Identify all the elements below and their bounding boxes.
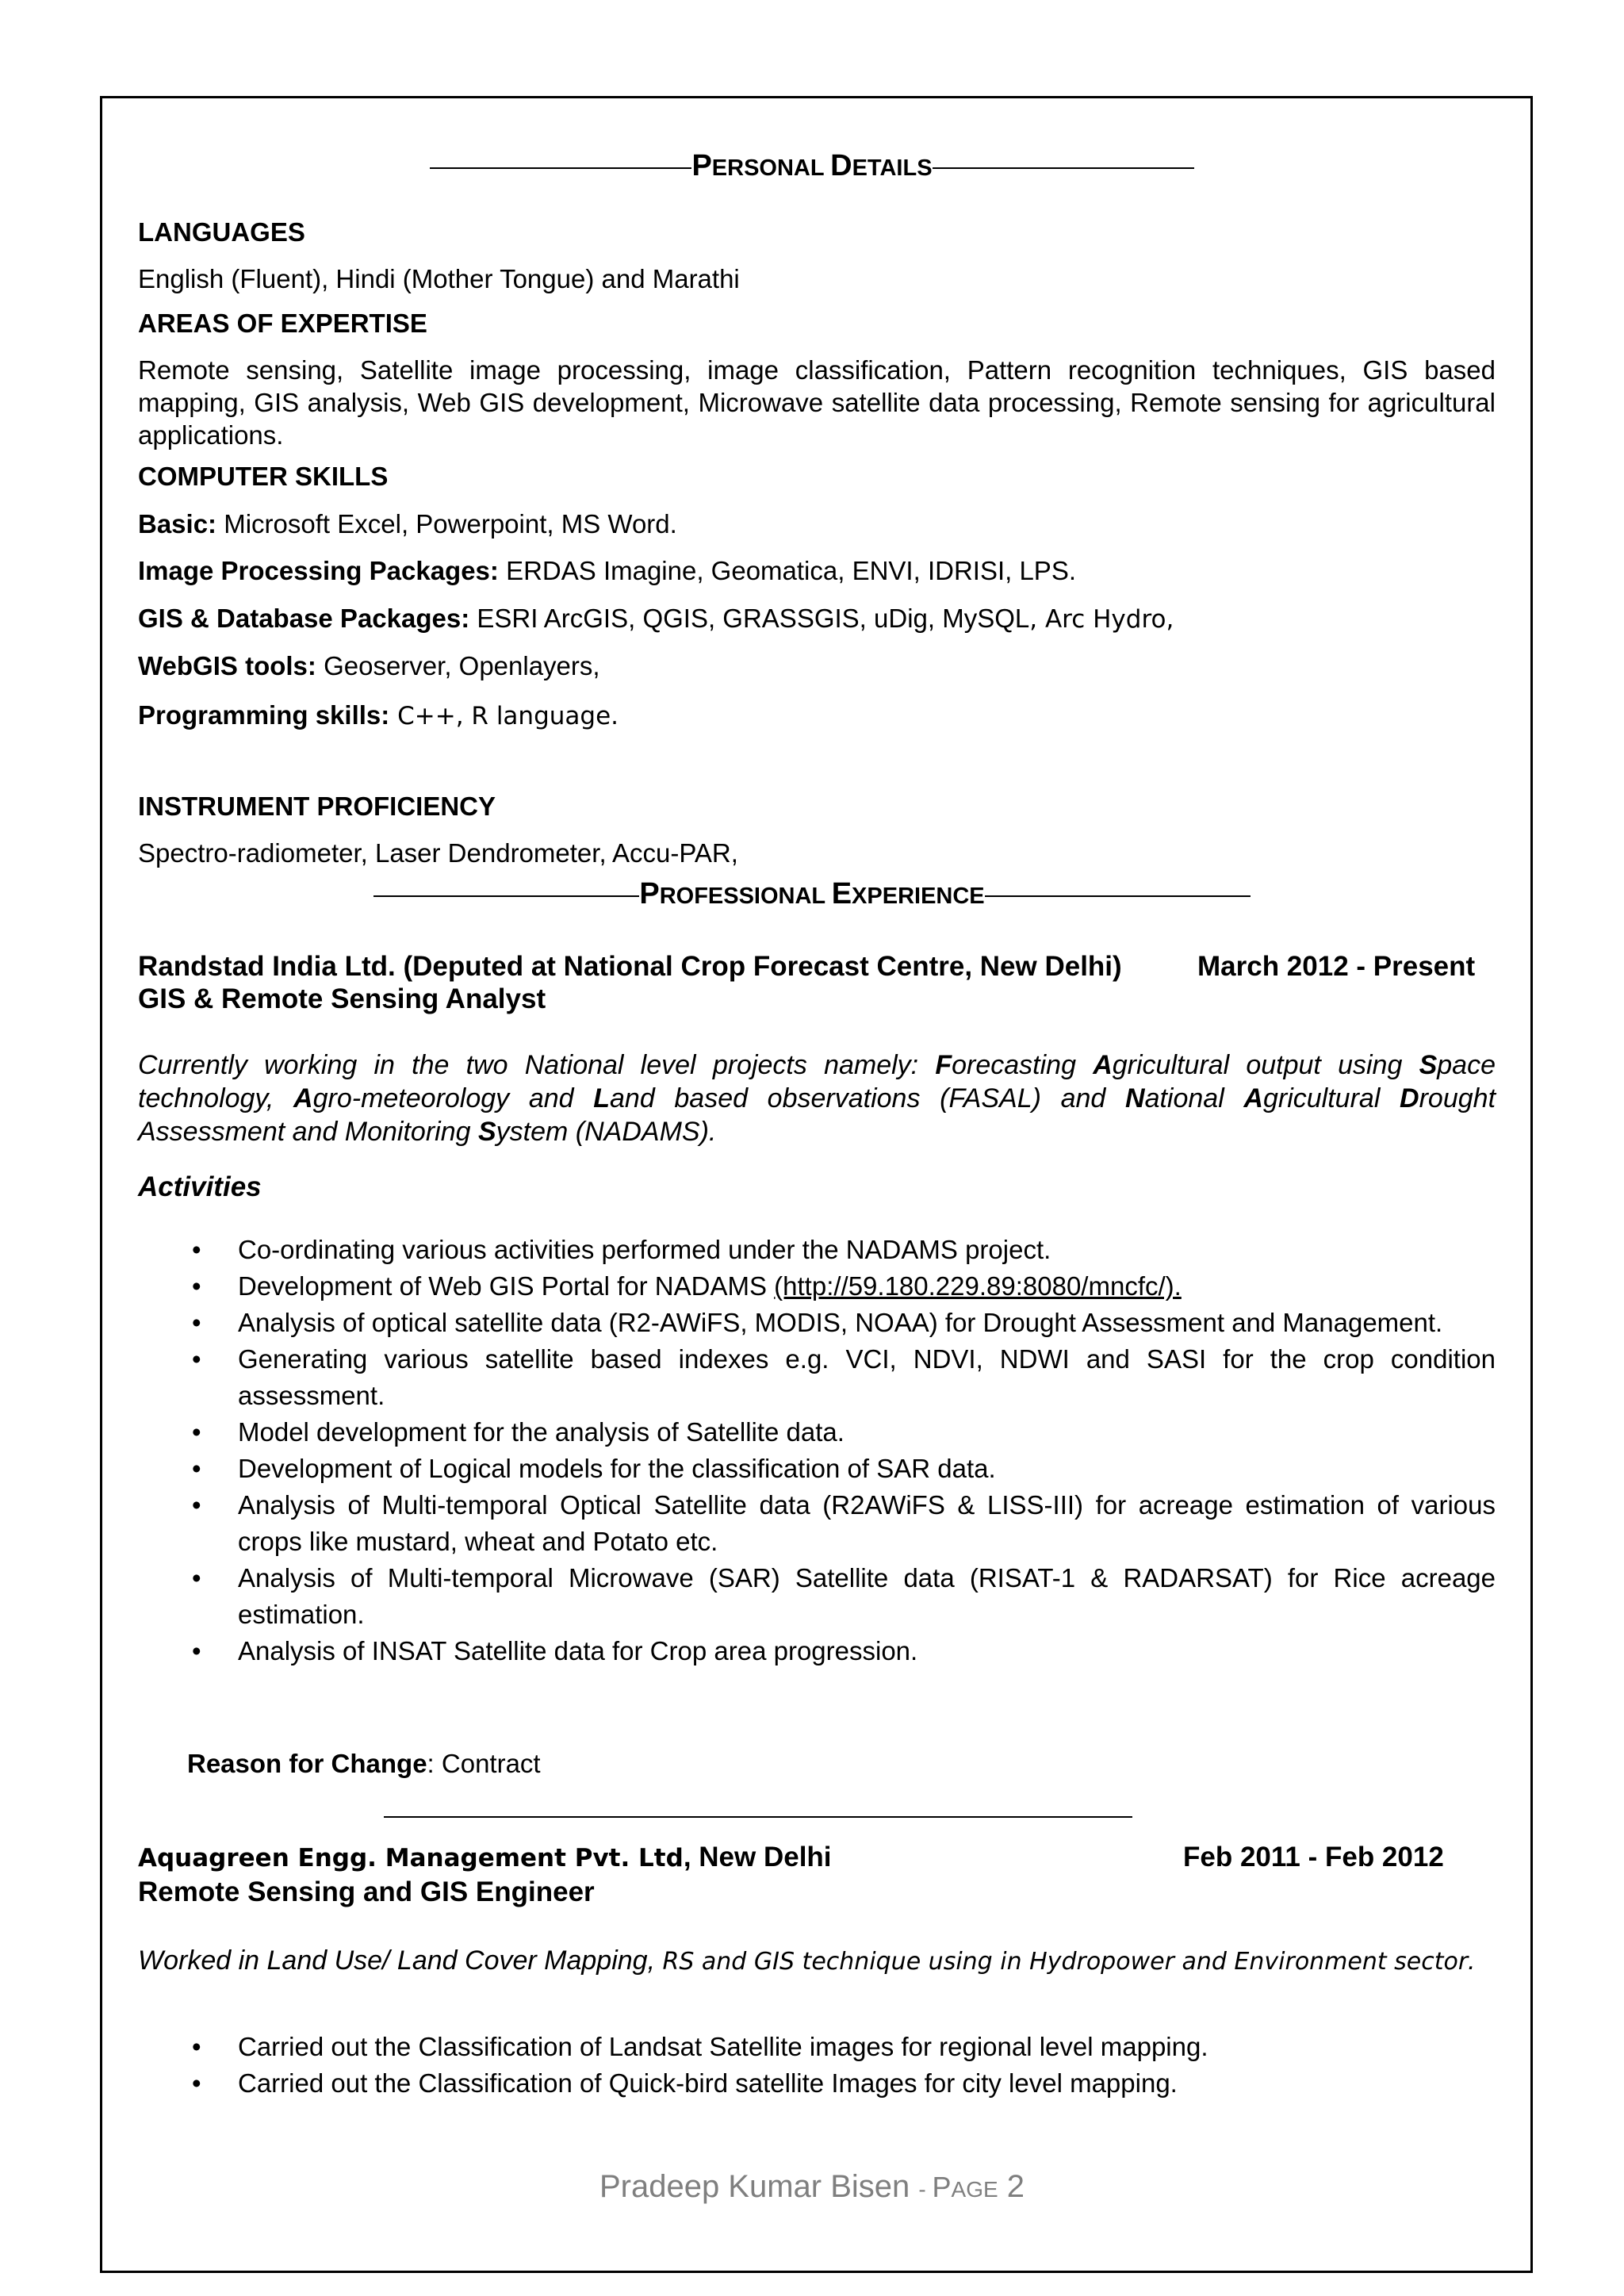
- heading-rule-left: [373, 895, 639, 897]
- list-item: • Development of Logical models for the classification of SAR data.: [138, 1451, 1496, 1487]
- skill-basic: Basic: Microsoft Excel, Powerpoint, MS Word.: [138, 509, 677, 539]
- expertise-title: AREAS OF EXPERTISE: [138, 309, 427, 338]
- skill-gis-database: GIS & Database Packages: ESRI ArcGIS, QGIS, GRASSGIS, uDig, MySQL, Arc Hydro,: [138, 604, 1174, 634]
- list-item: • Analysis of Multi-temporal Microwave (SAR) Satellite data (RISAT-1 & RADARSAT) for Rice acreage estimation.: [138, 1560, 1496, 1633]
- list-item: • Generating various satellite based indexes e.g. VCI, NDVI, NDWI and SASI for the crop condition assessment.: [138, 1341, 1496, 1414]
- instrument-title: INSTRUMENT PROFICIENCY: [138, 792, 496, 821]
- languages-title: LANGUAGES: [138, 217, 305, 247]
- list-item: • Co-ordinating various activities performed under the NADAMS project.: [138, 1232, 1496, 1268]
- activities-title: Activities: [138, 1171, 262, 1202]
- bullet-icon: •: [192, 1271, 201, 1301]
- job-divider: [384, 1816, 1132, 1818]
- skill-image-processing: Image Processing Packages: ERDAS Imagine, Geomatica, ENVI, IDRISI, LPS.: [138, 556, 1077, 585]
- job2-activities-list: [138, 2029, 1496, 2102]
- list-item: • Model development for the analysis of Satellite data.: [138, 1414, 1496, 1451]
- professional-experience-heading: PROFESSIONAL EXPERIENCE: [0, 877, 1624, 911]
- personal-details-heading: PERSONAL DETAILS: [0, 149, 1624, 183]
- skill-programming: Programming skills: C++, R language.: [138, 700, 619, 730]
- heading-rule-right: [985, 895, 1251, 897]
- job1-title: GIS & Remote Sensing Analyst: [138, 983, 546, 1014]
- page-footer: Pradeep Kumar Bisen - PAGE 2: [599, 2169, 1025, 2204]
- job2-company: Aquagreen Engg. Management Pvt. Ltd, New Delhi: [138, 1842, 832, 1872]
- job1-description: Currently working in the two National level projects namely: Forecasting Agricultural output using Space technology, Agro-meteorology and Land based observations (FASAL) and National Agricultural Drought Assessment and Monitoring System (NADAMS).: [138, 1050, 1496, 1147]
- bullet-icon: •: [192, 2032, 201, 2061]
- nadams-portal-link[interactable]: (http://59.180.229.89:8080/mncfc/).: [774, 1271, 1182, 1301]
- job1-company: Randstad India Ltd. (Deputed at National Crop Forecast Centre, New Delhi): [138, 951, 1122, 982]
- reason-for-change: Reason for Change: Contract: [187, 1749, 541, 1778]
- computer-skills-title: COMPUTER SKILLS: [138, 462, 389, 491]
- expertise-text: Remote sensing, Satellite image processing, image classification, Pattern recognition techniques, GIS based mapping, GIS analysis, Web GIS development, Microwave satellite data processing, Remote sensing for agricultural applications.: [138, 355, 1496, 450]
- bullet-icon: •: [192, 1235, 201, 1264]
- list-item: • Analysis of Multi-temporal Optical Satellite data (R2AWiFS & LISS-III) for acreage estimation of various crops like mustard, wheat and Potato etc.: [138, 1487, 1496, 1560]
- job2-dates: Feb 2011 - Feb 2012: [1183, 1842, 1444, 1872]
- bullet-icon: •: [192, 1636, 201, 1665]
- heading-rule-left: [430, 167, 691, 169]
- bullet-icon: •: [192, 1490, 201, 1520]
- bullet-icon: •: [192, 1308, 201, 1337]
- list-item: • Development of Web GIS Portal for NADAMS (http://59.180.229.89:8080/mncfc/).: [138, 1268, 1496, 1305]
- job2-description: Worked in Land Use/ Land Cover Mapping, RS and GIS technique using in Hydropower and Environment sector.: [138, 1945, 1476, 1976]
- bullet-icon: •: [192, 1417, 201, 1447]
- list-item: • Carried out the Classification of Quick-bird satellite Images for city level mapping.: [138, 2065, 1496, 2102]
- job1-activities-list: [138, 1232, 1496, 1669]
- bullet-icon: •: [192, 2068, 201, 2098]
- instrument-text: Spectro-radiometer, Laser Dendrometer, Accu-PAR,: [138, 838, 738, 868]
- skill-webgis: WebGIS tools: Geoserver, Openlayers,: [138, 651, 600, 680]
- job1-dates: March 2012 - Present: [1197, 951, 1476, 982]
- heading-rule-right: [933, 167, 1194, 169]
- job2-title: Remote Sensing and GIS Engineer: [138, 1876, 595, 1907]
- languages-text: English (Fluent), Hindi (Mother Tongue) and Marathi: [138, 264, 740, 293]
- list-item: • Carried out the Classification of Landsat Satellite images for regional level mapping.: [138, 2029, 1496, 2065]
- bullet-icon: •: [192, 1344, 201, 1374]
- bullet-icon: •: [192, 1454, 201, 1483]
- bullet-icon: •: [192, 1563, 201, 1593]
- list-item: • Analysis of optical satellite data (R2-AWiFS, MODIS, NOAA) for Drought Assessment and Management.: [138, 1305, 1496, 1341]
- list-item: • Analysis of INSAT Satellite data for Crop area progression.: [138, 1633, 1496, 1669]
